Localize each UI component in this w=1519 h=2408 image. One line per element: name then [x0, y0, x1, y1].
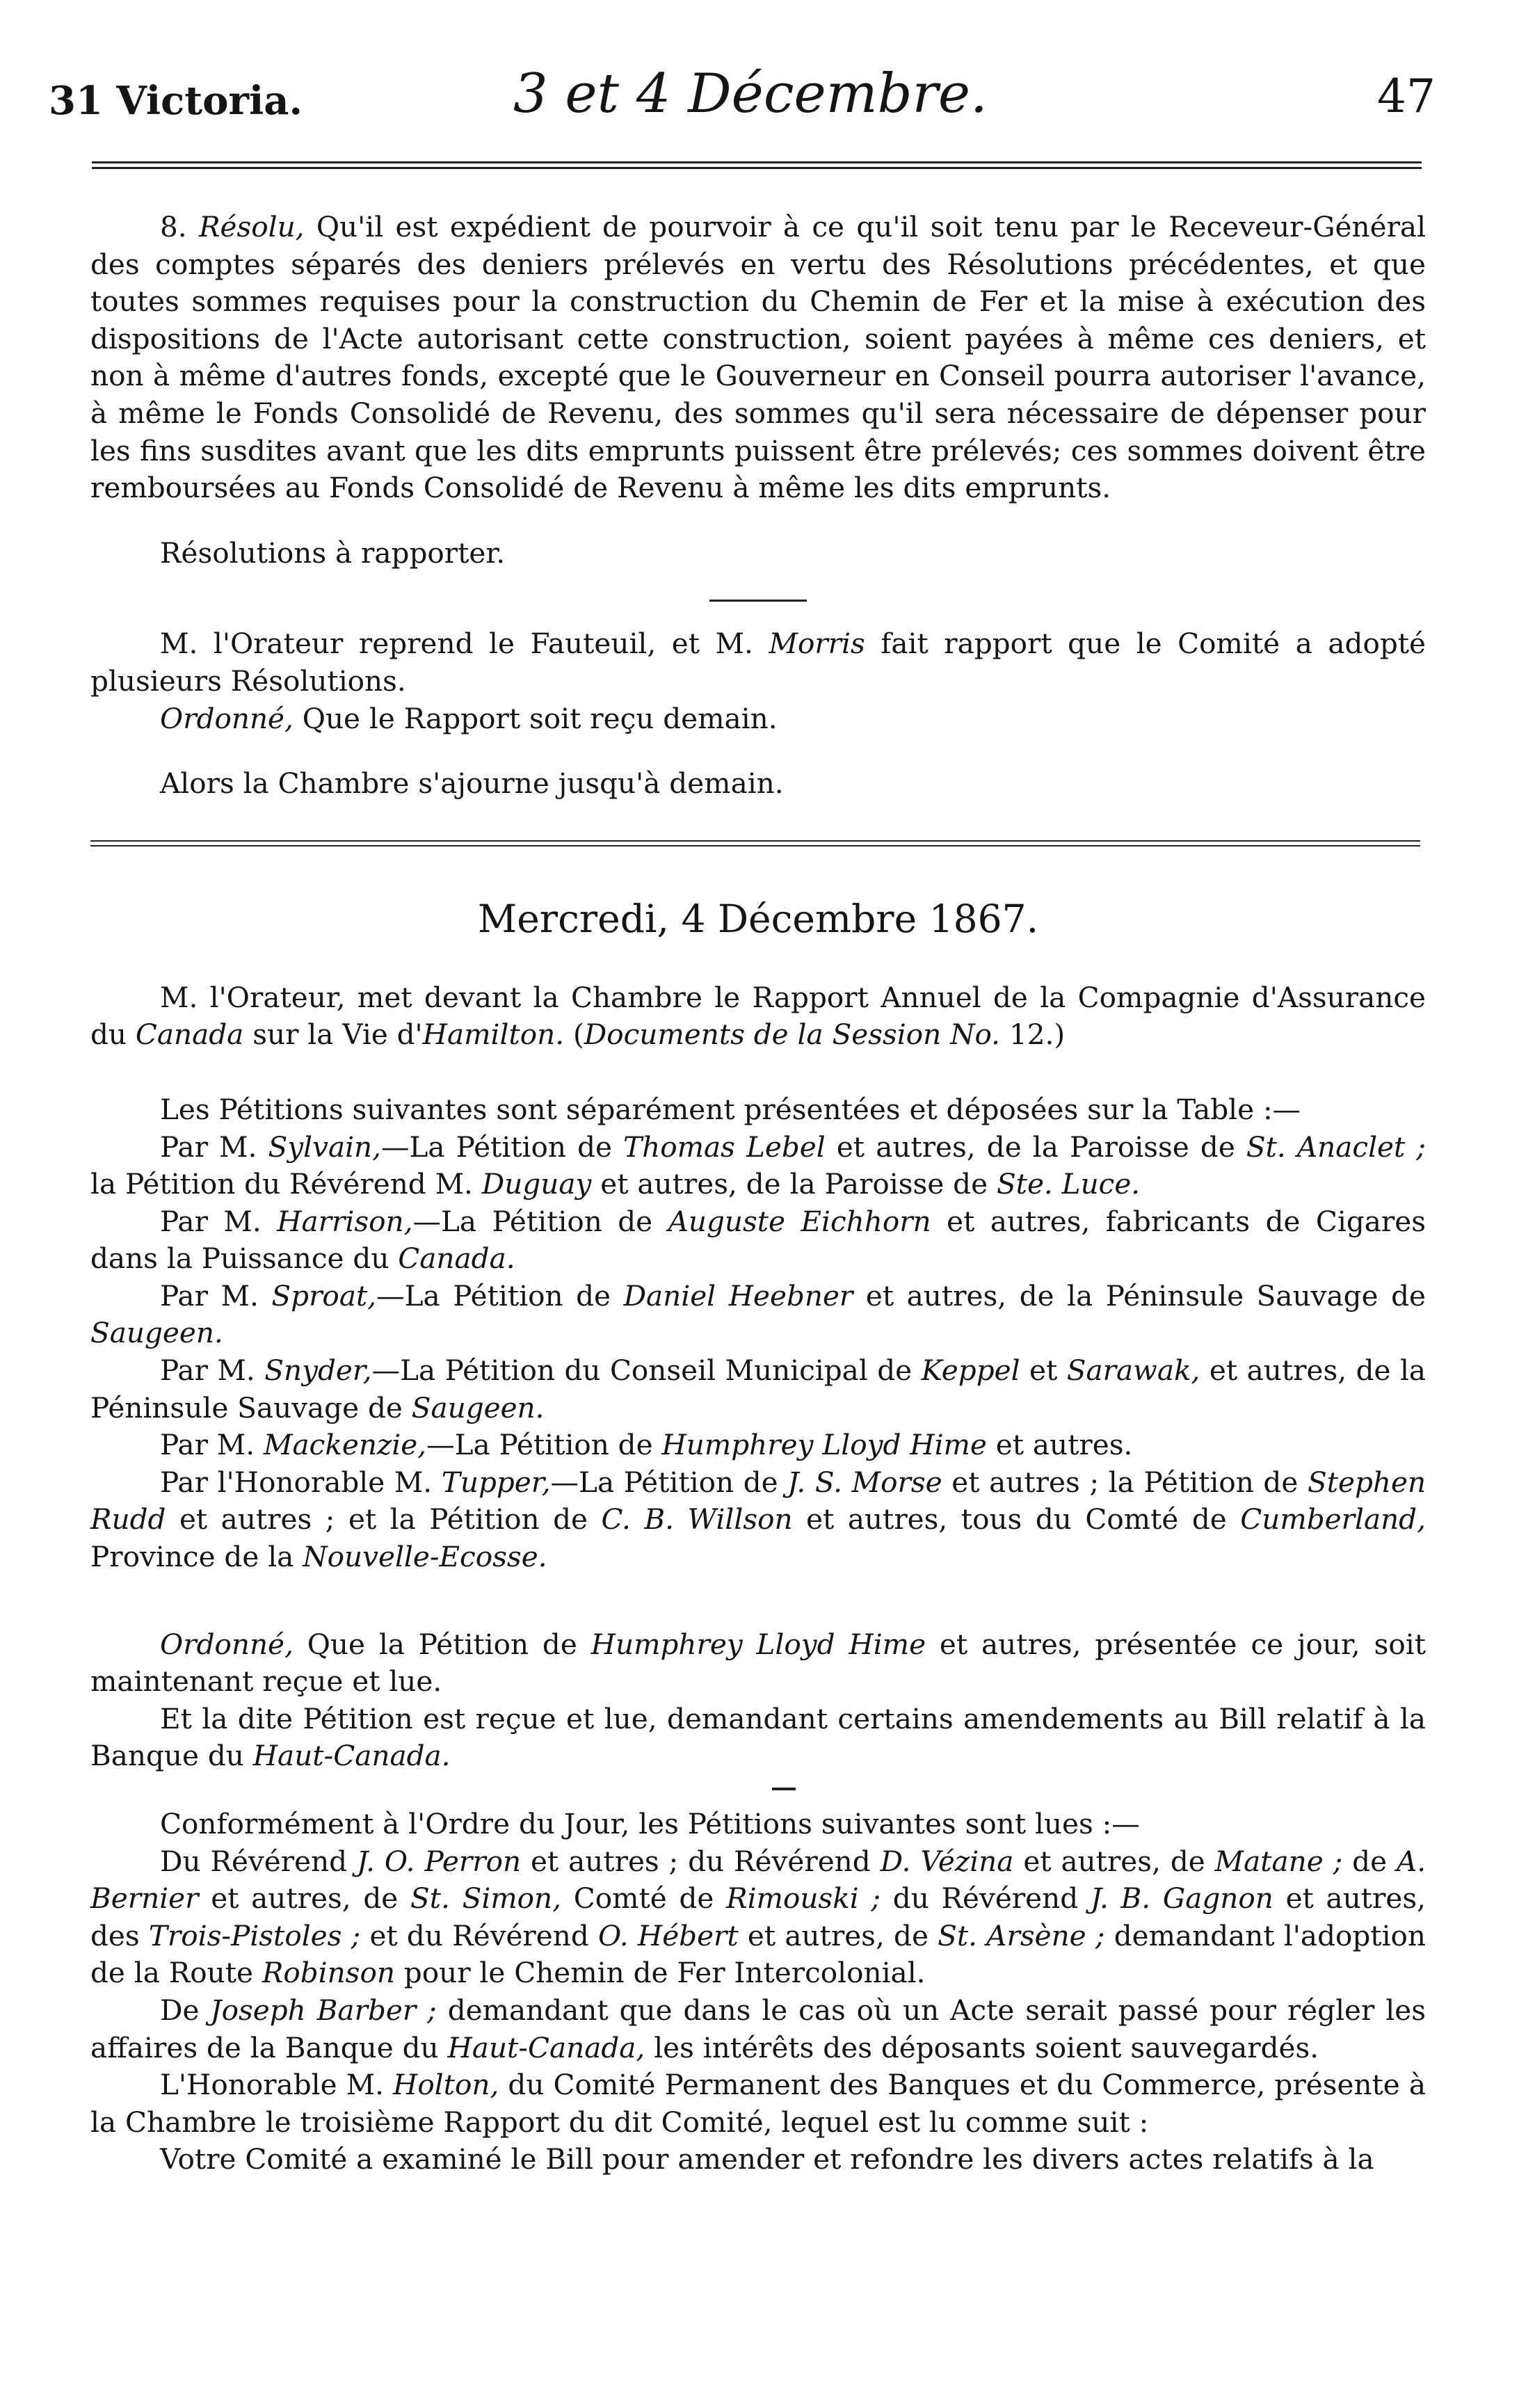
dite-petition: Et la dite Pétition est reçue et lue, demandant certains amendements au Bill relatif à la Banque du Haut-Canada.: [90, 1701, 1426, 1773]
petitions-intro: Les Pétitions suivantes sont séparément présentées et déposées sur la Table :—: [160, 1092, 1301, 1126]
resolution-8: 8. Résolu, Qu'il est expédient de pourvoir à ce qu'il soit tenu par le Receveur-Général des comptes séparés des deniers prélevés en vertu des Résolutions précédentes, et que toutes sommes requises pour la construction du Chemin de Fer et la mise à exécution des dispositions de l'Acte autorisant cette construction, soient payées à même ces deniers, et non à même d'autres fonds, excepté que le Gouverneur en Conseil pourra autoriser l'avance, à même le Fonds Consolidé de Revenu, des sommes qu'il sera nécessaire de dépenser pour les fins susdites avant que les dits emprunts puissent être prélevés; ces sommes doivent être remboursées au Fonds Consolidé de Revenu à même les dits emprunts.: [90, 210, 1426, 505]
header-rule-bottom: [92, 167, 1422, 169]
page-number: 47: [1377, 70, 1436, 123]
rapport-holton: L'Honorable M. Holton, du Comité Permanent des Banques et du Commerce, présente à la Chambre le troisième Rapport du dit Comité, lequel est lu comme suit :: [90, 2068, 1426, 2139]
section-separator-dash: [709, 600, 807, 602]
petition-lue-barber: De Joseph Barber ; demandant que dans le cas où un Acte serait passé pour régler les affaires de la Banque du Haut-Canada, les intérêts des déposants soient sauvegardés.: [90, 1993, 1426, 2064]
petition-tupper: Par l'Honorable M. Tupper,—La Pétition de J. S. Morse et autres ; la Pétition de Stephen Rudd et autres ; et la Pétition de C. B. Willson et autres, tous du Comté de Cumberland, Province de la Nouvelle-Ecosse.: [90, 1465, 1426, 1574]
petition-mackenzie: Par M. Mackenzie,—La Pétition de Humphrey Lloyd Hime et autres.: [160, 1428, 1133, 1462]
rapport-comite-debut: Votre Comité a examiné le Bill pour amender et refondre les divers actes relatifs à la: [160, 2142, 1374, 2176]
header-rule-top: [92, 161, 1422, 163]
day-separator-rule: [90, 840, 1420, 847]
ordonne-petition-hime: Ordonné, Que la Pétition de Humphrey Lloyd Hime et autres, présentée ce jour, soit maintenant reçue et lue.: [90, 1627, 1426, 1699]
petition-sylvain: Par M. Sylvain,—La Pétition de Thomas Lebel et autres, de la Paroisse de St. Anaclet ; la Pétition du Révérend M. Duguay et autres, de la Paroisse de Ste. Luce.: [90, 1130, 1426, 1201]
small-separator-dash: [772, 1788, 796, 1790]
orateur-rapport: M. l'Orateur reprend le Fauteuil, et M. Morris fait rapport que le Comité a adopté plusieurs Résolutions.: [90, 627, 1426, 698]
running-header-left: 31 Victoria.: [49, 78, 303, 124]
body-text: [90, 209, 1426, 2178]
rapport-annuel: M. l'Orateur, met devant la Chambre le Rapport Annuel de la Compagnie d'Assurance du Canada sur la Vie d'Hamilton. (Documents de la Session No. 12.): [90, 980, 1426, 1052]
resolutions-a-rapporter: Résolutions à rapporter.: [160, 536, 506, 570]
petition-sproat: Par M. Sproat,—La Pétition de Daniel Heebner et autres, de la Péninsule Sauvage de Saugeen.: [90, 1278, 1426, 1350]
ajournement: Alors la Chambre s'ajourne jusqu'à demain.: [160, 766, 784, 801]
running-header-date: 3 et 4 Décembre.: [513, 63, 988, 125]
ordre-du-jour: Conformément à l'Ordre du Jour, les Pétitions suivantes sont lues :—: [160, 1807, 1140, 1840]
petition-snyder: Par M. Snyder,—La Pétition du Conseil Municipal de Keppel et Sarawak, et autres, de la Péninsule Sauvage de Saugeen.: [90, 1354, 1426, 1424]
ordonne-rapport: Ordonné, Que le Rapport soit reçu demain.: [160, 701, 778, 735]
petitions-lues-reverends: Du Révérend J. O. Perron et autres ; du Révérend D. Vézina et autres, de Matane ; de A. Bernier et autres, de St. Simon, Comté de Rimouski ; du Révérend J. B. Gagnon et autres, des Trois-Pistoles ; et du Révérend O. Hébert et autres, de St. Arsène ; demandant l'adoption de la Route Robinson pour le Chemin de Fer Intercolonial.: [90, 1844, 1426, 1990]
petition-harrison: Par M. Harrison,—La Pétition de Auguste Eichhorn et autres, fabricants de Cigares dans la Puissance du Canada.: [90, 1204, 1426, 1276]
date-heading: Mercredi, 4 Décembre 1867.: [477, 896, 1039, 941]
